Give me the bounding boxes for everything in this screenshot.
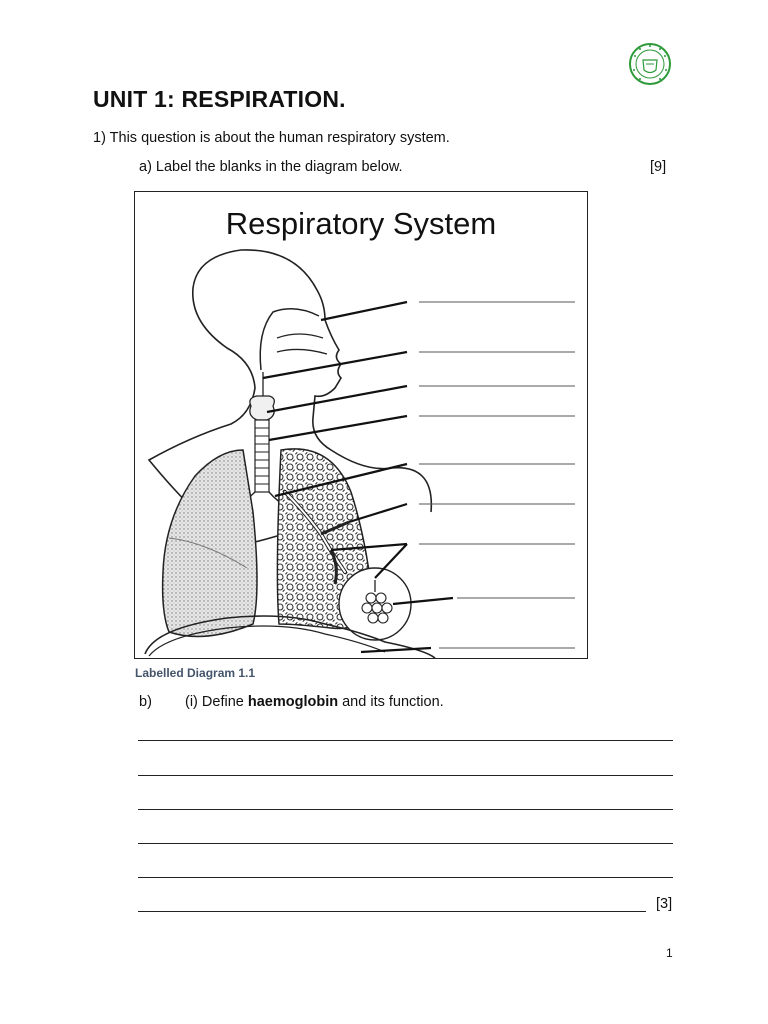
question-1b-suffix: and its function. — [338, 694, 444, 710]
answer-line[interactable] — [138, 877, 673, 878]
page-number: 1 — [666, 946, 673, 960]
answer-line[interactable] — [138, 809, 673, 810]
answer-line[interactable] — [138, 740, 673, 741]
respiratory-system-illustration — [135, 192, 587, 658]
question-1b-prefix: (i) Define — [185, 694, 248, 710]
diagram-title: Respiratory System — [225, 206, 497, 241]
question-1a-marks: [9] — [650, 159, 667, 175]
page-title: UNIT 1: RESPIRATION. — [93, 86, 346, 112]
school-logo — [628, 42, 672, 86]
question-1b-marks: [3] — [656, 896, 673, 912]
school-crest-icon — [628, 42, 672, 86]
question-1b-keyword: haemoglobin — [247, 694, 339, 710]
question-1b-label: b) — [139, 694, 152, 710]
question-1b-text — [185, 694, 444, 710]
diagram-caption: Labelled Diagram 1.1 — [135, 666, 256, 680]
respiratory-diagram — [134, 191, 588, 659]
question-1-text: 1) This question is about the human respiratory system. — [93, 130, 450, 146]
question-1a-text: a) Label the blanks in the diagram below. — [139, 159, 403, 175]
answer-line[interactable] — [138, 911, 646, 912]
answer-line[interactable] — [138, 843, 673, 844]
answer-line[interactable] — [138, 775, 673, 776]
